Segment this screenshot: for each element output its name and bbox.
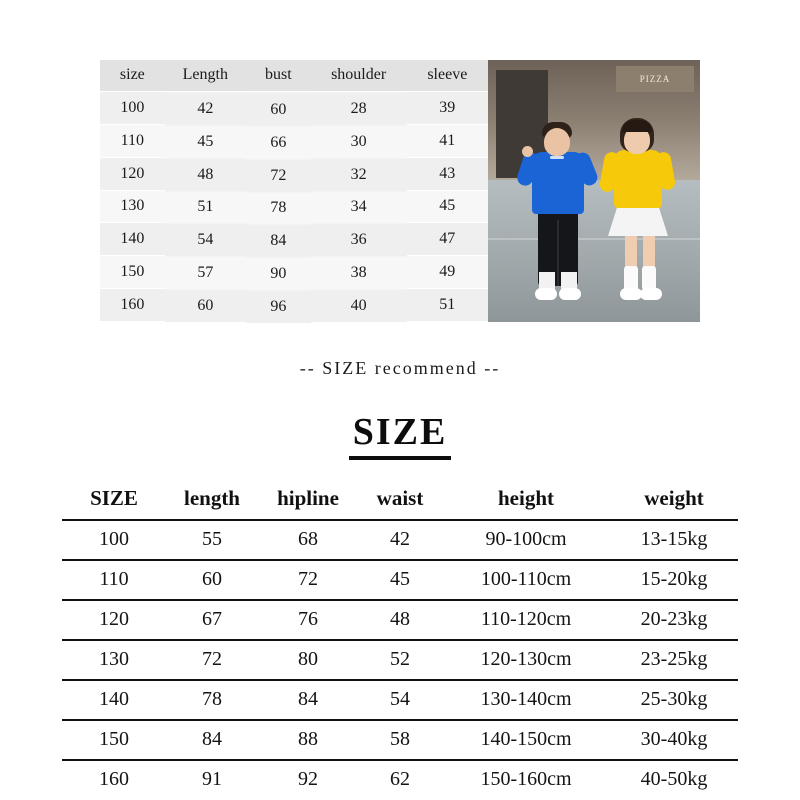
cell-length: 51 [165,191,246,224]
table-row [62,560,738,600]
cell-bust: 78 [246,192,311,225]
column-header-bust: bust [246,60,311,92]
cell-length: 55 [166,520,258,560]
column-header-hipline: hipline [258,482,358,520]
cell-size: 140 [62,680,166,720]
cell-size: 120 [100,157,165,190]
photo-shop-sign: PIZZA [616,66,694,92]
bottoms-size-table-body [62,520,738,799]
cell-size: 150 [100,256,165,289]
boy-left-shoe [535,288,557,300]
table-row [100,157,488,190]
cell-hipline: 92 [298,768,318,790]
cell-sleeve: 43 [407,157,488,190]
cell-shoulder: 30 [311,125,407,158]
photo-ground [488,180,700,322]
column-header-size: SIZE [62,482,166,520]
cell-length: 84 [166,720,258,760]
cell-height: 140-150cm [442,720,610,760]
cell-weight: 23-25kg [610,640,738,680]
girl-right-shoe [640,288,662,300]
cell-bust: 84 [246,225,311,258]
cell-length: 48 [165,158,246,191]
cell-hipline: 80 [258,640,358,680]
cell-bust: 60 [246,94,311,127]
cell-weight: 20-23kg [610,600,738,640]
boy-trouser-seam [557,220,559,286]
table-row [62,520,738,560]
cell-size: 120 [62,600,166,640]
cell-waist: 48 [358,600,442,640]
bottoms-size-table-wrapper [62,482,738,799]
garment-size-table-head [100,60,488,92]
table-row [62,680,738,720]
cell-size: 110 [100,124,165,157]
cell-waist: 52 [358,640,442,680]
cell-height: 130-140cm [442,680,610,720]
cell-shoulder: 36 [311,224,407,257]
cell-height: 110-120cm [442,600,610,640]
cell-shoulder: 38 [311,257,407,290]
table-row [62,640,738,680]
cell-shoulder: 32 [311,158,407,191]
cell-weight: 15-20kg [610,560,738,600]
cell-sleeve: 51 [407,289,488,322]
boy-blue-hoodie [532,152,584,214]
cell-sleeve: 39 [407,92,488,125]
table-row [100,289,488,322]
cell-waist: 42 [358,520,442,560]
cell-bust: 66 [246,126,311,159]
table-header-row [62,482,738,520]
cell-shoulder: 34 [311,191,407,224]
boy-head [544,128,570,156]
cell-weight: 25-30kg [610,680,738,720]
cell-length: 60 [166,560,258,600]
cell-hipline: 84 [258,680,358,720]
column-header-waist: waist [358,482,442,520]
column-header-sleeve: sleeve [407,60,488,92]
cell-length: 67 [166,600,258,640]
cell-hipline: 68 [258,520,358,560]
cell-height: 120-130cm [442,640,610,680]
bottoms-size-table [62,482,738,799]
cell-length: 57 [165,257,246,290]
girl-left-shoe [620,288,642,300]
girl-right-sock [642,266,656,290]
boy-right-shoe [559,288,581,300]
garment-size-table-wrapper [100,60,488,322]
cell-size: 160 [100,289,165,322]
cell-sleeve: 49 [407,256,488,289]
column-header-shoulder: shoulder [311,60,407,92]
cell-hipline: 76 [258,600,358,640]
column-header-size: size [100,60,165,92]
table-row [62,600,738,640]
cell-height: 90-100cm [442,520,610,560]
cell-size: 130 [62,640,166,680]
garment-size-table-body [100,92,488,322]
table-header-row [100,60,488,92]
page-title [0,410,800,460]
garment-size-table [100,60,488,322]
column-header-length: Length [165,60,246,92]
cell-bust: 72 [246,159,311,192]
cell-size: 100 [62,520,166,560]
table-row [100,124,488,157]
cell-bust: 96 [246,291,311,324]
product-photo [488,60,700,322]
cell-length: 54 [165,224,246,257]
cell-length: 42 [165,93,246,126]
cell-weight: 13-15kg [610,520,738,560]
cell-waist: 62 [390,768,410,790]
table-row [62,720,738,760]
cell-length: 91 [202,768,222,790]
boy-hood-drawstring [550,156,564,159]
girl-left-sock [624,266,638,290]
cell-size: 150 [62,720,166,760]
top-size-section [100,60,700,322]
page-title-text: SIZE [349,410,452,460]
girl-yellow-hoodie [614,150,662,208]
cell-size: 130 [100,190,165,223]
cell-length: 72 [166,640,258,680]
cell-hipline: 88 [258,720,358,760]
bottoms-size-table-head [62,482,738,520]
cell-shoulder: 28 [311,93,407,126]
girl-fringe [622,120,652,132]
table-row [100,190,488,223]
cell-hipline: 72 [258,560,358,600]
cell-sleeve: 41 [407,124,488,157]
cell-length: 45 [165,125,246,158]
table-row [100,223,488,256]
cell-weight: 30-40kg [610,720,738,760]
cell-size: 100 [100,92,165,125]
table-row [100,256,488,289]
boy-left-hand [522,146,533,157]
cell-length: 60 [165,290,246,323]
cell-height: 150-160cm [480,768,572,790]
cell-size: 110 [62,560,166,600]
cell-sleeve: 45 [407,190,488,223]
size-recommend-caption: -- SIZE recommend -- [299,358,501,378]
cell-height: 100-110cm [442,560,610,600]
cell-waist: 58 [358,720,442,760]
table-row [62,760,738,799]
table-row [100,92,488,125]
cell-size: 160 [99,768,129,790]
cell-bust: 90 [246,258,311,291]
column-header-weight: weight [610,482,738,520]
cell-weight: 40-50kg [640,768,708,790]
cell-waist: 45 [358,560,442,600]
column-header-length: length [166,482,258,520]
cell-waist: 54 [358,680,442,720]
cell-length: 78 [166,680,258,720]
cell-shoulder: 40 [311,290,407,323]
column-header-height: height [442,482,610,520]
cell-size: 140 [100,223,165,256]
cell-sleeve: 47 [407,223,488,256]
